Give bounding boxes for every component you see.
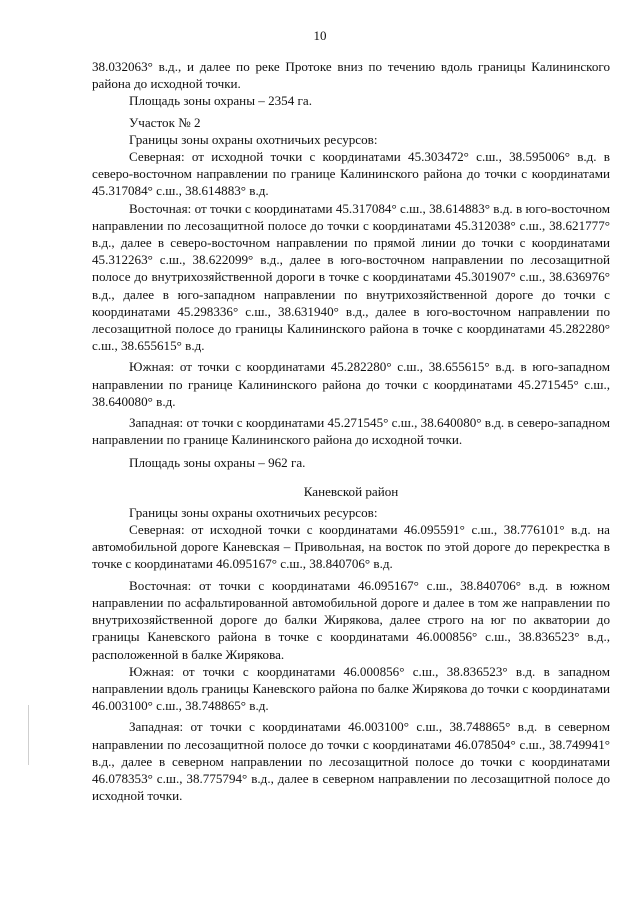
paragraph-west-1: Западная: от точки с координатами 45.271545° с.ш., 38.640080° в.д. в северо-западном направлении по границе Калининского района до исходной точки.	[92, 415, 610, 448]
paragraph-east-2: Восточная: от точки с координатами 46.095167° с.ш., 38.840706° в.д. в южном направлении по асфальтированной автомобильной дороге и далее в том же направлении по внутрихозяйственной дороге до балки Жирякова, далее строго на юг по акватории до границы Каневского района в точке с координатами 46.000856° с.ш., 38.836523° в.д., расположенной в балке Жирякова.	[92, 577, 610, 662]
paragraph-boundaries-heading-2: Границы зоны охраны охотничьих ресурсов:	[129, 504, 378, 520]
paragraph-south-2: Южная: от точки с координатами 46.000856° с.ш., 38.836523° в.д. в западном направлении вдоль границы Каневского района по балке Жирякова до точки с координатами 46.003100° с.ш., 38.748865° в.д.	[92, 663, 610, 714]
document-body	[92, 58, 610, 804]
paragraph-area-1: Площадь зоны охраны – 2354 га.	[129, 93, 312, 109]
paragraph-area-2: Площадь зоны охраны – 962 га.	[129, 455, 306, 471]
paragraph-east-1: Восточная: от точки с координатами 45.317084° с.ш., 38.614883° в.д. в юго-восточном направлении по лесозащитной полосе до точки с координатами 45.312038° с.ш., 38.621777° в.д., далее в северо-восточном направлении по прямой линии до точки с координатами 45.312263° с.ш., 38.622099° в.д., далее в юго-восточном направлении по лесозащитной полосе до внутрихозяйственной дороги в точке с координатами 45.301907° с.ш., 38.636976° в.д., далее в юго-западном направлении по внутрихозяйственной дороге до точки с координатами 45.298336° с.ш., 38.631940° в.д., далее в юго-восточном направлении по лесозащитной полосе до границы Калининского района в точке с координатами 45.282280° с.ш., 38.655615° в.д.	[92, 200, 610, 354]
paragraph-south-1: Южная: от точки с координатами 45.282280° с.ш., 38.655615° в.д. в юго-западном направлении по границе Калининского района до точки с координатами 45.271545° с.ш., 38.640080° в.д.	[92, 359, 610, 409]
paragraph-continuation: 38.032063° в.д., и далее по реке Протоке вниз по течению вдоль границы Калининского района до исходной точки.	[92, 59, 610, 92]
paragraph-north-1: Северная: от исходной точки с координатами 45.303472° с.ш., 38.595006° в.д. в северо-восточном направлении по границе Калининского района до точки с координатами 45.317084° с.ш., 38.614883° в.д.	[92, 149, 610, 199]
page-number: 10	[313, 28, 327, 43]
paragraph-boundaries-heading-1: Границы зоны охраны охотничьих ресурсов:	[129, 131, 378, 147]
scan-edge-mark	[28, 705, 29, 765]
paragraph-west-2: Западная: от точки с координатами 46.003100° с.ш., 38.748865° в.д. в северном направлении по лесозащитной полосе до точки с координатами 46.078504° с.ш., 38.749941° в.д., далее в северном направлении по лесозащитной полосе до точки с координатами 46.078353° с.ш., 38.775794° в.д., далее в северном направлении по лесозащитной полосе до исходной точки.	[92, 719, 610, 804]
section-title-plot-2: Участок № 2	[129, 114, 201, 130]
paragraph-north-2: Северная: от исходной точки с координатами 46.095591° с.ш., 38.776101° в.д. на автомобильной дороге Каневская – Привольная, на восток по этой дороге до перекрестка в точке с координатами 46.095167° с.ш., 38.840706° в.д.	[92, 522, 610, 572]
section-title-kanevskoy: Каневской район	[303, 483, 399, 499]
